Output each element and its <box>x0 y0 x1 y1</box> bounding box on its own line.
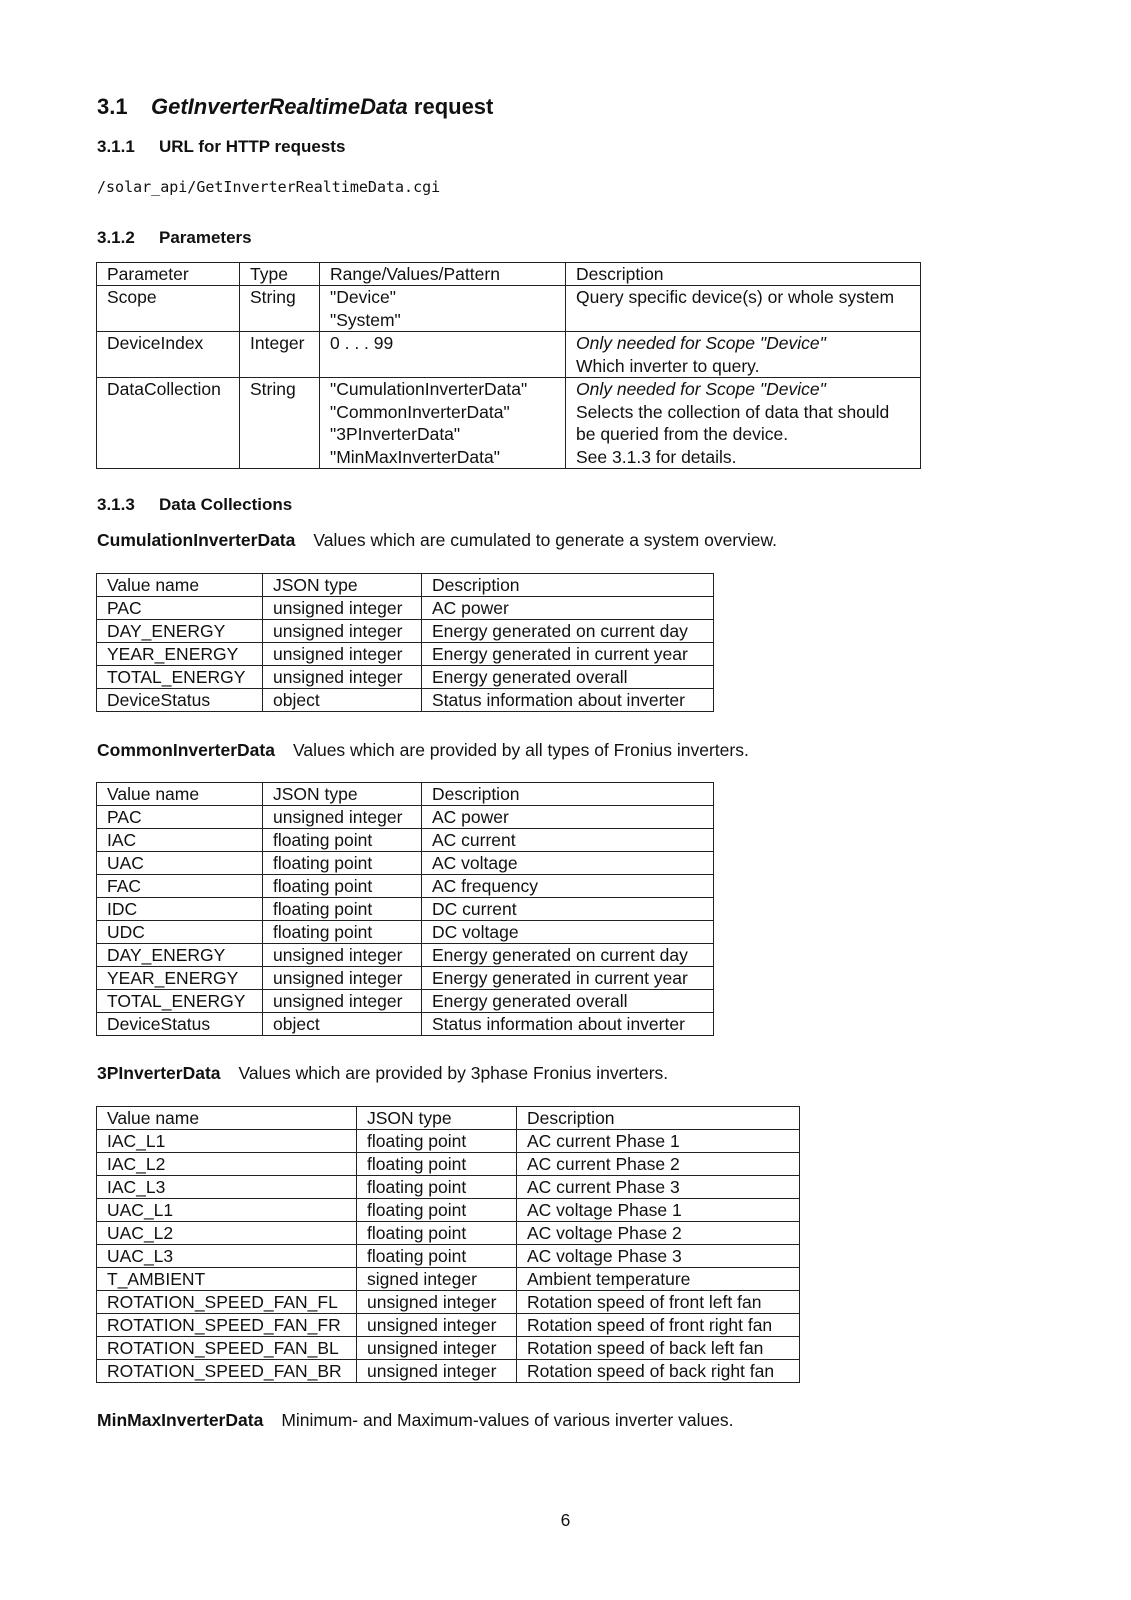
url-heading-number: 3.1.1 <box>97 137 135 156</box>
threephase-value-name-cell: IAC_L2 <box>97 1153 357 1176</box>
parameter-type-cell: Integer <box>240 332 320 378</box>
threephase-json-type-cell: unsigned integer <box>357 1291 517 1314</box>
parameter-values-cell <box>320 332 566 378</box>
cumulation-value-name-cell: DeviceStatus <box>97 689 263 712</box>
common-value-name-cell: YEAR_ENERGY <box>97 967 263 990</box>
section-title-italic: GetInverterRealtimeData <box>151 94 408 119</box>
threephase-value-name-cell: ROTATION_SPEED_FAN_BR <box>97 1360 357 1383</box>
parameter-type-cell: String <box>240 378 320 469</box>
cumulation-value-name-cell: YEAR_ENERGY <box>97 643 263 666</box>
threephase-description-cell: Rotation speed of back right fan <box>517 1360 800 1383</box>
cumulation-header-cell: Value name <box>97 574 263 597</box>
minmax-name: MinMaxInverterData <box>97 1410 264 1430</box>
threephase-table <box>96 1106 800 1383</box>
threephase-json-type-cell: signed integer <box>357 1268 517 1291</box>
cumulation-description-cell: Energy generated in current year <box>422 643 714 666</box>
threephase-json-type-cell: floating point <box>357 1199 517 1222</box>
threephase-row <box>97 1222 800 1245</box>
parameter-description-line: Query specific device(s) or whole system <box>576 287 895 307</box>
threephase-value-name-cell: ROTATION_SPEED_FAN_FR <box>97 1314 357 1337</box>
cumulation-table <box>96 573 714 712</box>
common-description-cell: Energy generated in current year <box>422 967 714 990</box>
threephase-description-cell: Rotation speed of back left fan <box>517 1337 800 1360</box>
common-json-type-cell: floating point <box>263 829 422 852</box>
threephase-json-type-cell: floating point <box>357 1222 517 1245</box>
threephase-header-cell: Value name <box>97 1107 357 1130</box>
common-row <box>97 898 714 921</box>
parameter-value-line: "CumulationInverterData" <box>330 379 528 399</box>
threephase-json-type-cell: unsigned integer <box>357 1337 517 1360</box>
parameters-header-row <box>97 263 921 286</box>
common-header-cell: Description <box>422 783 714 806</box>
threephase-value-name-cell: UAC_L2 <box>97 1222 357 1245</box>
cumulation-header-cell: Description <box>422 574 714 597</box>
parameters-header-cell: Type <box>240 263 320 286</box>
common-json-type-cell: floating point <box>263 921 422 944</box>
common-description-cell: AC current <box>422 829 714 852</box>
common-header-cell: Value name <box>97 783 263 806</box>
parameters-heading <box>97 228 252 248</box>
cumulation-json-type-cell: object <box>263 689 422 712</box>
threephase-row <box>97 1176 800 1199</box>
cumulation-row <box>97 597 714 620</box>
threephase-value-name-cell: ROTATION_SPEED_FAN_BL <box>97 1337 357 1360</box>
common-intro <box>97 740 749 761</box>
cumulation-json-type-cell: unsigned integer <box>263 597 422 620</box>
common-row <box>97 806 714 829</box>
common-row <box>97 1013 714 1036</box>
threephase-row <box>97 1245 800 1268</box>
parameter-name-cell: DataCollection <box>97 378 240 469</box>
cumulation-value-name-cell: TOTAL_ENERGY <box>97 666 263 689</box>
common-name: CommonInverterData <box>97 740 275 760</box>
cumulation-description: Values which are cumulated to generate a system overview. <box>313 530 778 550</box>
common-description: Values which are provided by all types of Fronius inverters. <box>292 740 749 760</box>
common-json-type-cell: floating point <box>263 852 422 875</box>
minmax-intro <box>97 1410 734 1431</box>
common-row <box>97 967 714 990</box>
common-value-name-cell: IAC <box>97 829 263 852</box>
common-json-type-cell: floating point <box>263 875 422 898</box>
threephase-json-type-cell: floating point <box>357 1245 517 1268</box>
cumulation-name: CumulationInverterData <box>97 530 296 550</box>
common-json-type-cell: unsigned integer <box>263 806 422 829</box>
threephase-row <box>97 1360 800 1383</box>
common-row <box>97 829 714 852</box>
collections-heading <box>97 495 292 515</box>
parameter-description-note: Only needed for Scope "Device" <box>576 379 826 399</box>
common-value-name-cell: PAC <box>97 806 263 829</box>
threephase-description: Values which are provided by 3phase Fronius inverters. <box>238 1063 669 1083</box>
cumulation-header-cell: JSON type <box>263 574 422 597</box>
threephase-row <box>97 1268 800 1291</box>
parameter-value-line: "Device" <box>330 287 396 307</box>
cumulation-row <box>97 666 714 689</box>
cumulation-json-type-cell: unsigned integer <box>263 666 422 689</box>
common-value-name-cell: UAC <box>97 852 263 875</box>
threephase-value-name-cell: T_AMBIENT <box>97 1268 357 1291</box>
common-value-name-cell: DAY_ENERGY <box>97 944 263 967</box>
common-value-name-cell: TOTAL_ENERGY <box>97 990 263 1013</box>
parameter-description-note: Only needed for Scope "Device" <box>576 333 826 353</box>
parameter-name-cell: Scope <box>97 286 240 332</box>
url-heading-title: URL for HTTP requests <box>159 137 346 156</box>
parameters-row <box>97 286 921 332</box>
common-description-cell: Energy generated overall <box>422 990 714 1013</box>
cumulation-row <box>97 643 714 666</box>
url-path: /solar_api/GetInverterRealtimeData.cgi <box>97 178 441 196</box>
collections-heading-title: Data Collections <box>159 495 293 514</box>
common-value-name-cell: FAC <box>97 875 263 898</box>
threephase-row <box>97 1337 800 1360</box>
threephase-value-name-cell: UAC_L3 <box>97 1245 357 1268</box>
minmax-description: Minimum- and Maximum-values of various inverter values. <box>281 1410 734 1430</box>
threephase-json-type-cell: floating point <box>357 1176 517 1199</box>
threephase-description-cell: Rotation speed of front right fan <box>517 1314 800 1337</box>
threephase-json-type-cell: unsigned integer <box>357 1360 517 1383</box>
cumulation-description-cell: Energy generated overall <box>422 666 714 689</box>
collections-heading-number: 3.1.3 <box>97 495 135 514</box>
threephase-description-cell: AC current Phase 2 <box>517 1153 800 1176</box>
section-number: 3.1 <box>97 94 128 119</box>
threephase-value-name-cell: ROTATION_SPEED_FAN_FL <box>97 1291 357 1314</box>
threephase-row <box>97 1314 800 1337</box>
parameter-description-cell <box>566 378 921 469</box>
threephase-description-cell: AC voltage Phase 3 <box>517 1245 800 1268</box>
threephase-name: 3PInverterData <box>97 1063 221 1083</box>
threephase-row <box>97 1153 800 1176</box>
cumulation-description-cell: Energy generated on current day <box>422 620 714 643</box>
threephase-description-cell: AC current Phase 1 <box>517 1130 800 1153</box>
page-number: 6 <box>560 1510 571 1530</box>
cumulation-json-type-cell: unsigned integer <box>263 620 422 643</box>
parameter-value-line: "MinMaxInverterData" <box>330 446 500 467</box>
common-description-cell: AC frequency <box>422 875 714 898</box>
parameter-name-cell: DeviceIndex <box>97 332 240 378</box>
threephase-description-cell: AC current Phase 3 <box>517 1176 800 1199</box>
common-description-cell: AC voltage <box>422 852 714 875</box>
common-json-type-cell: unsigned integer <box>263 944 422 967</box>
parameter-value-line: "CommonInverterData" <box>330 401 510 422</box>
common-table <box>96 782 714 1036</box>
common-value-name-cell: DeviceStatus <box>97 1013 263 1036</box>
parameters-row <box>97 378 921 469</box>
common-value-name-cell: UDC <box>97 921 263 944</box>
common-description-cell: Status information about inverter <box>422 1013 714 1036</box>
threephase-json-type-cell: floating point <box>357 1153 517 1176</box>
cumulation-row <box>97 620 714 643</box>
threephase-row <box>97 1199 800 1222</box>
cumulation-description-cell: Status information about inverter <box>422 689 714 712</box>
cumulation-header-row <box>97 574 714 597</box>
threephase-description-cell: AC voltage Phase 1 <box>517 1199 800 1222</box>
common-value-name-cell: IDC <box>97 898 263 921</box>
threephase-value-name-cell: IAC_L1 <box>97 1130 357 1153</box>
common-json-type-cell: unsigned integer <box>263 990 422 1013</box>
threephase-row <box>97 1291 800 1314</box>
parameter-value-line: 0 . . . 99 <box>330 333 394 353</box>
cumulation-value-name-cell: PAC <box>97 597 263 620</box>
threephase-value-name-cell: UAC_L1 <box>97 1199 357 1222</box>
url-heading <box>97 137 345 157</box>
common-json-type-cell: object <box>263 1013 422 1036</box>
threephase-description-cell: Rotation speed of front left fan <box>517 1291 800 1314</box>
threephase-description-cell: Ambient temperature <box>517 1268 800 1291</box>
common-header-row <box>97 783 714 806</box>
parameter-value-line: "3PInverterData" <box>330 424 461 444</box>
cumulation-intro <box>97 530 777 551</box>
threephase-header-cell: Description <box>517 1107 800 1130</box>
common-row <box>97 990 714 1013</box>
threephase-header-row <box>97 1107 800 1130</box>
parameters-heading-number: 3.1.2 <box>97 228 135 247</box>
common-row <box>97 921 714 944</box>
threephase-description-cell: AC voltage Phase 2 <box>517 1222 800 1245</box>
threephase-intro <box>97 1063 668 1084</box>
parameters-header-cell: Parameter <box>97 263 240 286</box>
common-description-cell: Energy generated on current day <box>422 944 714 967</box>
common-json-type-cell: unsigned integer <box>263 967 422 990</box>
parameters-table <box>96 262 921 469</box>
cumulation-row <box>97 689 714 712</box>
parameter-description-line: See 3.1.3 for details. <box>576 446 737 467</box>
threephase-json-type-cell: unsigned integer <box>357 1314 517 1337</box>
common-description-cell: AC power <box>422 806 714 829</box>
section-title-rest: request <box>407 94 494 119</box>
parameter-description-cell <box>566 332 921 378</box>
threephase-header-cell: JSON type <box>357 1107 517 1130</box>
threephase-value-name-cell: IAC_L3 <box>97 1176 357 1199</box>
common-header-cell: JSON type <box>263 783 422 806</box>
common-row <box>97 944 714 967</box>
common-description-cell: DC voltage <box>422 921 714 944</box>
parameter-value-line: "System" <box>330 309 401 330</box>
parameter-description-line: Which inverter to query. <box>576 355 760 376</box>
cumulation-json-type-cell: unsigned integer <box>263 643 422 666</box>
parameter-values-cell <box>320 286 566 332</box>
common-json-type-cell: floating point <box>263 898 422 921</box>
common-row <box>97 875 714 898</box>
parameter-type-cell: String <box>240 286 320 332</box>
threephase-row <box>97 1130 800 1153</box>
parameter-description-cell <box>566 286 921 332</box>
common-description-cell: DC current <box>422 898 714 921</box>
parameters-header-cell: Description <box>566 263 921 286</box>
section-heading <box>97 94 493 120</box>
parameters-header-cell: Range/Values/Pattern <box>320 263 566 286</box>
parameter-values-cell <box>320 378 566 469</box>
threephase-json-type-cell: floating point <box>357 1130 517 1153</box>
parameter-description-line: Selects the collection of data that should <box>576 401 890 422</box>
parameter-description-line: be queried from the device. <box>576 424 789 444</box>
cumulation-description-cell: AC power <box>422 597 714 620</box>
parameters-row <box>97 332 921 378</box>
cumulation-value-name-cell: DAY_ENERGY <box>97 620 263 643</box>
parameters-heading-title: Parameters <box>159 228 252 247</box>
common-row <box>97 852 714 875</box>
